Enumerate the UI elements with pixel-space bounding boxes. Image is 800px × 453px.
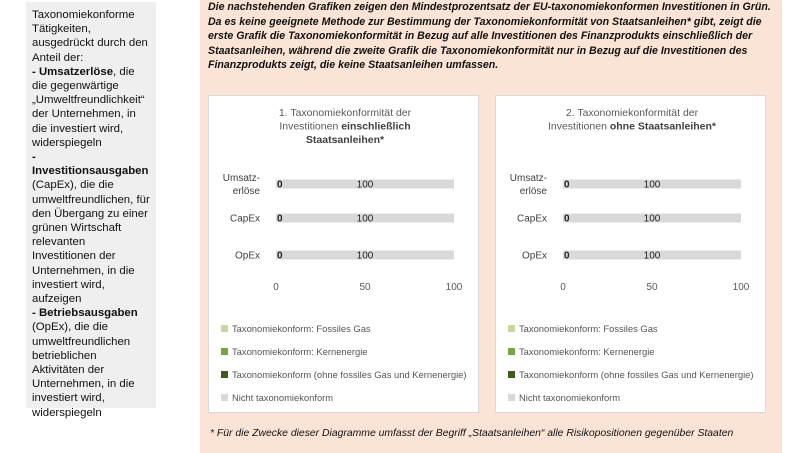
chart-including-sovereign-bonds: [208, 95, 479, 413]
legend-swatch: [221, 394, 228, 401]
x-tick-label: 50: [646, 282, 658, 293]
sidebar-explanation: [26, 2, 156, 419]
legend-label: Taxonomiekonform: Kernenergie: [519, 346, 655, 357]
data-label-not-aligned: 100: [643, 213, 661, 225]
chart-legend: [508, 317, 754, 409]
data-label-not-aligned: 100: [643, 250, 661, 262]
chart-title-line-1: 1. Taxonomiekonformität der: [278, 107, 412, 119]
chart-title-line-2: Investitionen ohne Staatsanleihen*: [547, 120, 717, 133]
chart-title-line-1: 2. Taxonomiekonformität der: [565, 107, 699, 119]
legend-item: [221, 317, 467, 340]
legend-item: [221, 340, 467, 363]
x-tick-label: 100: [445, 282, 463, 293]
data-label-aligned: 0: [564, 250, 570, 262]
data-label-aligned: 0: [277, 179, 283, 191]
x-tick-label: 100: [732, 282, 750, 293]
sidebar-term-opex: - Betriebsausgaben: [32, 307, 138, 320]
chart-plot: [209, 96, 480, 316]
x-tick-label: 0: [560, 282, 566, 293]
sidebar-item-opex: [32, 306, 150, 420]
legend-label: Nicht taxonomiekonform: [232, 392, 334, 403]
chart-excluding-sovereign-bonds: [495, 95, 766, 413]
legend-label: Taxonomiekonform (ohne fossiles Gas und Kernenergie): [519, 369, 754, 380]
data-label-not-aligned: 100: [356, 250, 374, 262]
legend-item: [508, 340, 754, 363]
sidebar-text-revenue: , die die gegenwärtige „Umweltfreundlichkeit“ der Unternehmen, in die investiert wird, widerspiegeln: [32, 65, 145, 149]
sidebar-item-capex: [32, 150, 150, 306]
legend-swatch: [221, 325, 228, 332]
chart-title-line-3: Staatsanleihen*: [305, 134, 385, 146]
x-tick-label: 0: [273, 282, 279, 293]
legend-swatch: [221, 348, 228, 355]
legend-label: Taxonomiekonform: Fossiles Gas: [519, 323, 658, 334]
sidebar-intro: Taxonomiekonforme Tätigkeiten, ausgedrückt durch den Anteil der:: [32, 9, 148, 64]
legend-label: Taxonomiekonform: Fossiles Gas: [232, 323, 371, 334]
legend-swatch: [508, 371, 515, 378]
legend-swatch: [508, 325, 515, 332]
sidebar-term-revenue: - Umsatzerlöse: [32, 65, 114, 78]
sidebar-text-capex: (CapEx), die die umweltfreundlichen, für den Übergang zu einer grünen Wirtschaft relevanten Investitionen der Unternehmen, in die investiert wird, aufzeigen: [32, 179, 150, 306]
data-label-not-aligned: 100: [356, 179, 374, 191]
category-label: Umsatz-erlöse: [509, 173, 547, 197]
x-tick-label: 50: [359, 282, 371, 293]
legend-swatch: [221, 371, 228, 378]
legend-item: [221, 386, 467, 409]
legend-label: Taxonomiekonform: Kernenergie: [232, 346, 368, 357]
legend-swatch: [508, 348, 515, 355]
legend-item: [221, 363, 467, 386]
data-label-not-aligned: 100: [356, 213, 374, 225]
chart-plot: [496, 96, 767, 316]
sidebar-text-opex: (OpEx), die die umweltfreundlichen betrieblichen Aktivitäten der Unternehmen, in die investiert wird, widerspiegeln: [32, 321, 135, 419]
data-label-not-aligned: 100: [643, 179, 661, 191]
footnote: * Für die Zwecke dieser Diagramme umfasst der Begriff „Staatsanleihen“ alle Risikopositionen gegenüber Staaten: [210, 428, 734, 439]
legend-label: Nicht taxonomiekonform: [519, 392, 621, 403]
category-label: CapEx: [516, 213, 547, 225]
category-label: OpEx: [234, 250, 260, 262]
chart-title-line-2: Investitionen einschließlich: [279, 120, 411, 133]
taxonomy-panel: [200, 0, 782, 453]
sidebar-term-capex: - Investitionsausgaben: [32, 151, 149, 178]
data-label-aligned: 0: [564, 179, 570, 191]
legend-label: Taxonomiekonform (ohne fossiles Gas und Kernenergie): [232, 369, 467, 380]
category-label: Umsatz-erlöse: [222, 173, 260, 197]
chart-legend: [221, 317, 467, 409]
data-label-aligned: 0: [277, 250, 283, 262]
legend-swatch: [508, 394, 515, 401]
legend-item: [508, 363, 754, 386]
data-label-aligned: 0: [564, 213, 570, 225]
legend-item: [508, 317, 754, 340]
data-label-aligned: 0: [277, 213, 283, 225]
legend-item: [508, 386, 754, 409]
category-label: CapEx: [229, 213, 260, 225]
category-label: OpEx: [521, 250, 547, 262]
panel-intro-text: Die nachstehenden Grafiken zeigen den Mindestprozentsatz der EU-taxonomiekonformen Investitionen in Grün. Da es keine geeignete Methode zur Bestimmung der Taxonomiekonformität von Staatsanleihen* gibt, zeigt die erste Grafik die Taxonomiekonformität in Bezug auf alle Investitionen des Finanzprodukts einschließlich der Staatsanleihen, während die zweite Grafik die Taxonomiekonformität nur in Bezug auf die Investitionen des Finanzprodukts zeigt, die keine Staatsanleihen umfassen.: [208, 1, 771, 72]
sidebar-item-revenue: [32, 65, 150, 150]
